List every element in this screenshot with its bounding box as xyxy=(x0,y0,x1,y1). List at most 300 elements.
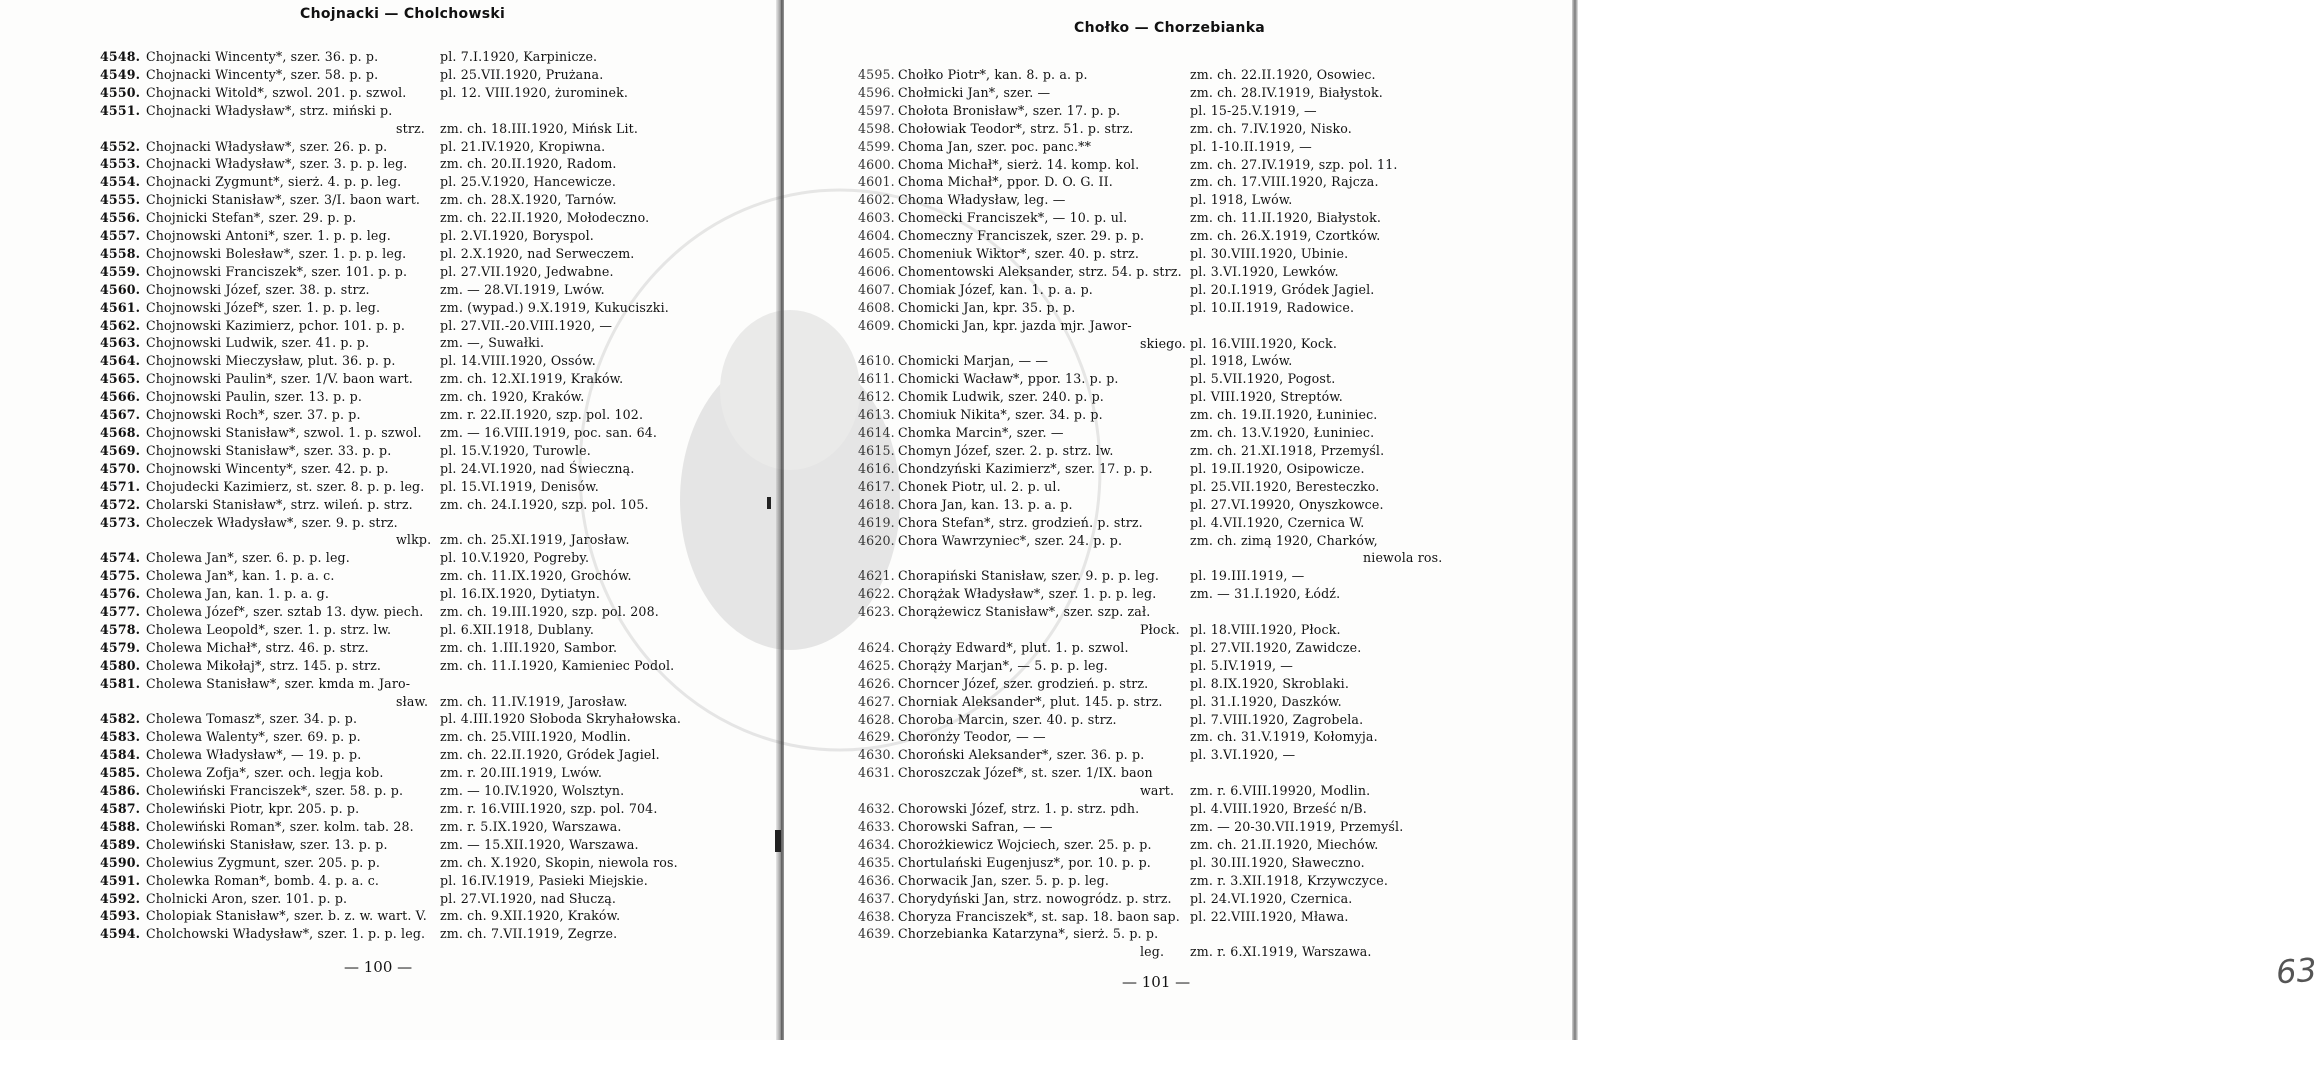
entry-fate: pl. 31.I.1920, Daszków. xyxy=(1190,693,1342,709)
entry-number: 4633. xyxy=(858,819,895,834)
entry-number: 4554. xyxy=(100,174,141,190)
entry-name: Chorzebianka Katarzyna*, sierż. 5. p. p. xyxy=(898,926,1159,942)
entry-number: 4631. xyxy=(858,765,895,781)
entry-fate: zm. — 15.XII.1920, Warszawa. xyxy=(440,836,639,852)
entry-fate: pl. 4.VII.1920, Czernica W. xyxy=(1190,514,1365,530)
entry-number: 4573. xyxy=(100,514,141,530)
entry-name: Choma Jan, szer. poc. panc.** xyxy=(898,138,1092,154)
entry-name: Chojnacki Władysław*, strz. miński p. xyxy=(146,102,393,118)
list-item xyxy=(858,227,1381,245)
entry-number: 4558. xyxy=(100,245,141,261)
entry-number: 4592. xyxy=(100,890,141,906)
list-item xyxy=(858,908,1349,926)
entry-number: 4562. xyxy=(100,317,141,333)
list-item xyxy=(100,138,606,156)
entry-name: Chojnowski Roch*, szer. 37. p. p. xyxy=(146,407,361,423)
list-item xyxy=(100,746,660,764)
entry-name: Choma Michał*, sierż. 14. komp. kol. xyxy=(898,156,1140,172)
list-item xyxy=(858,191,1293,209)
list-item xyxy=(858,764,1371,800)
entry-number: 4578. xyxy=(100,621,141,637)
list-item xyxy=(100,245,635,263)
entry-number: 4580. xyxy=(100,657,141,673)
entry-fate: pl. 24.VI.1920, nad Świeczną. xyxy=(440,460,635,476)
entry-name: Chora Wawrzyniec*, szer. 24. p. p. xyxy=(898,532,1123,548)
list-item xyxy=(100,907,621,925)
entry-fate: zm. — 28.VI.1919, Lwów. xyxy=(440,281,605,297)
entry-number: 4557. xyxy=(100,228,141,244)
list-item xyxy=(100,585,600,603)
entry-name: Chojnowski Bolesław*, szer. 1. p. p. leg. xyxy=(146,245,407,261)
entry-fate: pl. 14.VIII.1920, Ossów. xyxy=(440,353,596,369)
entry-number: 4579. xyxy=(100,639,141,655)
list-item xyxy=(858,854,1365,872)
list-item xyxy=(858,120,1352,138)
entry-name: Chojnacki Wincenty*, szer. 36. p. p. xyxy=(146,49,379,64)
entry-number: 4594. xyxy=(100,926,141,942)
entry-fate-continuation: niewola ros. xyxy=(1363,550,1443,566)
entry-fate: zm. ch. 11.IV.1919, Jarosław. xyxy=(440,693,628,709)
entry-continuation: Płock. xyxy=(1140,622,1180,638)
list-item xyxy=(100,728,631,746)
entry-number: 4606. xyxy=(858,263,895,279)
entry-name: Cholewa Walenty*, szer. 69. p. p. xyxy=(146,729,361,745)
list-item xyxy=(858,102,1317,120)
list-item xyxy=(100,370,624,388)
list-item xyxy=(100,800,658,818)
entry-number: 4590. xyxy=(100,854,141,870)
entry-number: 4617. xyxy=(858,478,895,494)
entry-fate: zm. ch. 9.XII.1920, Kraków. xyxy=(440,908,621,924)
entry-name: Chorowski Safran, — — xyxy=(898,819,1053,834)
entry-fate: zm. ch. 18.III.1920, Mińsk Lit. xyxy=(440,120,639,136)
entry-number: 4601. xyxy=(858,174,895,190)
entry-number: 4639. xyxy=(858,926,895,942)
entry-number: 4615. xyxy=(858,443,895,459)
entry-name: Chojnowski Józef*, szer. 1. p. p. leg. xyxy=(146,299,381,315)
entry-number: 4603. xyxy=(858,210,895,226)
entry-number: 4581. xyxy=(100,675,141,691)
entry-fate: zm. ch. 13.V.1920, Łuniniec. xyxy=(1190,425,1375,441)
entry-number: 4623. xyxy=(858,604,895,620)
list-item xyxy=(100,102,639,138)
entry-fate: zm. ch. 1.III.1920, Sambor. xyxy=(440,639,618,655)
list-item xyxy=(100,872,648,890)
entry-fate: zm. ch. 11.I.1920, Kamieniec Podol. xyxy=(440,657,675,673)
entry-name: Chorapiński Stanisław, szer. 9. p. p. leg. xyxy=(898,568,1160,584)
entry-number: 4587. xyxy=(100,801,141,817)
list-item xyxy=(100,621,595,639)
entry-number: 4586. xyxy=(100,783,141,799)
entry-fate: pl. 21.IV.1920, Kropiwna. xyxy=(440,138,606,154)
list-item xyxy=(100,514,630,550)
list-item xyxy=(858,603,1341,639)
entry-number: 4630. xyxy=(858,747,895,763)
entry-name: Chojnowski Franciszek*, szer. 101. p. p. xyxy=(146,263,408,279)
entry-name: Cholewius Zygmunt, szer. 205. p. p. xyxy=(146,854,380,870)
list-item xyxy=(858,818,1404,836)
entry-number: 4597. xyxy=(858,102,895,118)
list-item xyxy=(858,514,1365,532)
entry-name: Chojnowski Paulin*, szer. 1/V. baon wart. xyxy=(146,371,413,387)
entry-name: Chojnicki Stanisław*, szer. 3/I. baon wart. xyxy=(146,192,421,208)
list-item xyxy=(100,460,635,478)
entry-name: Chołmicki Jan*, szer. — xyxy=(898,84,1051,100)
entry-number: 4618. xyxy=(858,496,895,512)
entry-fate: zm. ch. 22.II.1920, Osowiec. xyxy=(1190,67,1376,82)
list-item xyxy=(858,639,1362,657)
entry-number: 4551. xyxy=(100,102,141,118)
entry-name: Choleczek Władysław*, szer. 9. p. strz. xyxy=(146,514,398,530)
entry-fate: pl. 4.VIII.1920, Brześć n/B. xyxy=(1190,801,1367,817)
entry-name: Cholchowski Władysław*, szer. 1. p. p. leg. xyxy=(146,926,426,942)
entry-name: Chołota Bronisław*, szer. 17. p. p. xyxy=(898,102,1121,118)
entry-fate: pl. 6.XII.1918, Dublany. xyxy=(440,621,595,637)
entry-name: Cholewiński Piotr, kpr. 205. p. p. xyxy=(146,801,360,817)
entry-fate: zm. ch. 27.IV.1919, szp. pol. 11. xyxy=(1190,156,1398,172)
list-item xyxy=(858,209,1382,227)
entry-number: 4600. xyxy=(858,156,895,172)
entry-fate: pl. 27.VII.1920, Jedwabne. xyxy=(440,263,614,279)
left-running-head: Chojnacki — Cholchowski xyxy=(300,6,506,22)
entry-continuation: sław. xyxy=(396,693,429,709)
entry-number: 4629. xyxy=(858,729,895,745)
list-item xyxy=(858,263,1339,281)
entry-continuation: wart. xyxy=(1140,783,1175,799)
entry-fate: zm. ch. 21.XI.1918, Przemyśl. xyxy=(1190,443,1385,459)
entry-name: Chojnacki Witold*, szwol. 201. p. szwol. xyxy=(146,84,407,100)
entry-name: Chomentowski Aleksander, strz. 54. p. strz. xyxy=(898,263,1182,279)
entry-name: Chorowski Józef, strz. 1. p. strz. pdh. xyxy=(898,801,1140,817)
entry-name: Chojnacki Zygmunt*, sierż. 4. p. p. leg. xyxy=(146,174,402,190)
entry-name: Chojnacki Władysław*, szer. 3. p. p. leg. xyxy=(146,156,408,172)
entry-fate: pl. VIII.1920, Streptów. xyxy=(1190,389,1343,405)
entry-name: Chora Stefan*, strz. grodzień. p. strz. xyxy=(898,514,1143,530)
list-item xyxy=(858,156,1398,174)
entry-fate: zm. ch. 25.VIII.1920, Modlin. xyxy=(440,729,631,745)
list-item xyxy=(100,549,590,567)
entry-number: 4577. xyxy=(100,604,141,620)
entry-number: 4605. xyxy=(858,246,895,262)
entry-fate: zm. — 31.I.1920, Łódź. xyxy=(1190,586,1341,602)
entry-name: Chorąży Edward*, plut. 1. p. szwol. xyxy=(898,639,1129,655)
right-entry-list xyxy=(858,66,1443,961)
left-page-number: — 100 — xyxy=(344,958,413,976)
entry-number: 4637. xyxy=(858,890,895,906)
list-item xyxy=(858,281,1375,299)
list-item xyxy=(100,567,632,585)
entry-fate: zm. ch. 19.III.1920, szp. pol. 208. xyxy=(440,604,659,620)
handwritten-annotation: 63 xyxy=(2274,950,2318,992)
list-item xyxy=(100,764,603,782)
list-item xyxy=(858,66,1376,84)
list-item xyxy=(858,245,1349,263)
entry-number: 4604. xyxy=(858,228,895,244)
list-item xyxy=(858,460,1365,478)
entry-fate: zm. — 20-30.VII.1919, Przemyśl. xyxy=(1190,819,1404,834)
entry-fate: pl. 27.VI.1920, nad Słuczą. xyxy=(440,890,617,906)
list-item xyxy=(100,352,596,370)
entry-name: Chojnowski Paulin, szer. 13. p. p. xyxy=(146,389,362,405)
list-item xyxy=(100,639,618,657)
entry-fate: pl. 15.V.1920, Turowle. xyxy=(440,442,591,458)
entry-number: 4589. xyxy=(100,836,141,852)
entry-number: 4621. xyxy=(858,568,895,584)
list-item xyxy=(100,209,650,227)
entry-name: Chojnowski Ludwik, szer. 41. p. p. xyxy=(146,335,370,351)
scan-mark xyxy=(775,830,781,852)
entry-name: Chorąży Marjan*, — 5. p. p. leg. xyxy=(898,657,1108,673)
list-item xyxy=(100,496,649,514)
entry-number: 4616. xyxy=(858,460,895,476)
entry-number: 4613. xyxy=(858,407,895,423)
list-item xyxy=(100,263,614,281)
entry-name: Chorydyński Jan, strz. nowogródz. p. strz. xyxy=(898,890,1172,906)
entry-name: Chomyn Józef, szer. 2. p. strz. lw. xyxy=(898,443,1114,459)
entry-fate: pl. 1918, Lwów. xyxy=(1190,353,1293,369)
entry-fate: pl. 1-10.II.1919, — xyxy=(1190,138,1312,154)
entry-fate: pl. 16.IV.1919, Pasieki Miejskie. xyxy=(440,872,648,888)
entry-fate: pl. 25.VII.1920, Beresteczko. xyxy=(1190,478,1380,494)
entry-number: 4563. xyxy=(100,335,141,351)
list-item xyxy=(858,370,1336,388)
entry-name: Chondzyński Kazimierz*, szer. 17. p. p. xyxy=(898,460,1153,476)
entry-name: Chomka Marcin*, szer. — xyxy=(898,425,1064,441)
entry-fate: zm. ch. zimą 1920, Charków, xyxy=(1190,532,1378,548)
entry-fate: pl. 2.VI.1920, Boryspol. xyxy=(440,228,594,244)
entry-fate: pl. 12. VIII.1920, żurominek. xyxy=(440,84,629,100)
list-item xyxy=(100,406,644,424)
list-item xyxy=(100,854,678,872)
list-item xyxy=(100,657,675,675)
entry-name: Chojnowski Antoni*, szer. 1. p. p. leg. xyxy=(146,228,391,244)
entry-name: Chomicki Jan, kpr. jazda mjr. Jawor- xyxy=(898,317,1132,333)
entry-name: Chomeniuk Wiktor*, szer. 40. p. strz. xyxy=(898,246,1139,262)
entry-name: Chorwacik Jan, szer. 5. p. p. leg. xyxy=(898,872,1110,888)
list-item xyxy=(100,334,545,352)
list-item xyxy=(100,191,617,209)
entry-fate: zm. ch. 22.II.1920, Mołodeczno. xyxy=(440,210,650,226)
entry-fate: zm. ch. 7.IV.1920, Nisko. xyxy=(1190,120,1352,136)
list-item xyxy=(858,424,1375,442)
list-item xyxy=(100,84,629,102)
entry-fate: zm. r. 5.IX.1920, Warszawa. xyxy=(440,818,622,834)
list-item xyxy=(858,728,1378,746)
entry-fate: pl. 25.VII.1920, Prużana. xyxy=(440,66,604,82)
entry-name: Cholarski Stanisław*, strz. wileń. p. strz. xyxy=(146,496,413,512)
entry-fate: zm. — 16.VIII.1919, poc. san. 64. xyxy=(440,425,658,441)
list-item xyxy=(100,710,682,728)
entry-fate: zm. r. 3.XII.1918, Krzywczyce. xyxy=(1190,872,1388,888)
entry-fate: zm. r. 16.VIII.1920, szp. pol. 704. xyxy=(440,801,658,817)
entry-number: 4588. xyxy=(100,818,141,834)
entry-number: 4556. xyxy=(100,210,141,226)
entry-number: 4636. xyxy=(858,872,895,888)
entry-fate: pl. 3.VI.1920, Lewków. xyxy=(1190,263,1339,279)
entry-fate: pl. 16.VIII.1920, Kock. xyxy=(1190,335,1337,351)
entry-fate: zm. ch. 11.II.1920, Białystok. xyxy=(1190,210,1382,226)
list-item xyxy=(858,675,1349,693)
list-item xyxy=(858,711,1364,729)
entry-number: 4576. xyxy=(100,586,141,602)
entry-fate: pl. 15.VI.1919, Denisów. xyxy=(440,478,599,494)
entry-number: 4593. xyxy=(100,908,141,924)
entry-fate: pl. 25.V.1920, Hancewicze. xyxy=(440,174,617,190)
entry-number: 4565. xyxy=(100,371,141,387)
entry-name: Chojnacki Władysław*, szer. 26. p. p. xyxy=(146,138,388,154)
entry-name: Chojnicki Stefan*, szer. 29. p. p. xyxy=(146,210,357,226)
entry-number: 4553. xyxy=(100,156,141,172)
entry-number: 4564. xyxy=(100,353,141,369)
scan-mark xyxy=(767,497,771,509)
entry-fate: pl. 3.VI.1920, — xyxy=(1190,747,1296,763)
entry-number: 4595. xyxy=(858,67,895,82)
entry-fate: pl. 1918, Lwów. xyxy=(1190,192,1293,208)
entry-fate: pl. 19.III.1919, — xyxy=(1190,568,1305,584)
entry-number: 4602. xyxy=(858,192,895,208)
entry-fate: zm. ch. 22.II.1920, Gródek Jagiel. xyxy=(440,747,660,763)
entry-fate: pl. 18.VIII.1920, Płock. xyxy=(1190,622,1341,638)
entry-name: Chomicki Marjan, — — xyxy=(898,353,1049,369)
entry-name: Chorniak Aleksander*, plut. 145. p. strz. xyxy=(898,693,1163,709)
entry-name: Chojnowski Wincenty*, szer. 42. p. p. xyxy=(146,460,389,476)
list-item xyxy=(858,872,1388,890)
entry-number: 4638. xyxy=(858,908,895,924)
entry-number: 4607. xyxy=(858,281,895,297)
list-item xyxy=(858,478,1380,496)
entry-number: 4628. xyxy=(858,711,895,727)
list-item xyxy=(858,138,1312,156)
entry-fate: zm. ch. 7.VII.1919, Zegrze. xyxy=(440,926,618,942)
list-item xyxy=(100,48,598,66)
entry-fate: pl. 15-25.V.1919, — xyxy=(1190,102,1317,118)
entry-fate: zm. ch. 25.XI.1919, Jarosław. xyxy=(440,532,630,548)
entry-name: Chomiuk Nikita*, szer. 34. p. p. xyxy=(898,407,1103,423)
left-entry-list xyxy=(100,48,682,943)
entry-fate: pl. 10.II.1919, Radowice. xyxy=(1190,299,1355,315)
entry-name: Chomik Ludwik, szer. 240. p. p. xyxy=(898,389,1104,405)
entry-fate: zm. ch. 28.X.1920, Tarnów. xyxy=(440,192,617,208)
entry-number: 4548. xyxy=(100,49,141,64)
list-item xyxy=(858,693,1342,711)
entry-number: 4572. xyxy=(100,496,141,512)
entry-fate: zm. ch. 26.X.1919, Czortków. xyxy=(1190,228,1381,244)
entry-fate: zm. ch. 20.II.1920, Radom. xyxy=(440,156,617,172)
entry-fate: zm. ch. 17.VIII.1920, Rajcza. xyxy=(1190,174,1379,190)
entry-name: Choma Władysław, leg. — xyxy=(898,192,1066,208)
entry-name: Chorncer Józef, szer. grodzień. p. strz. xyxy=(898,675,1149,691)
entry-number: 4584. xyxy=(100,747,141,763)
list-item xyxy=(100,388,585,406)
entry-fate: zm. ch. 28.IV.1919, Białystok. xyxy=(1190,84,1383,100)
list-item xyxy=(100,424,658,442)
entry-name: Chojnowski Stanisław*, szer. 33. p. p. xyxy=(146,442,392,458)
entry-fate: pl. 19.II.1920, Osipowicze. xyxy=(1190,460,1365,476)
entry-number: 4627. xyxy=(858,693,895,709)
entry-number: 4608. xyxy=(858,299,895,315)
entry-name: Chojnowski Kazimierz, pchor. 101. p. p. xyxy=(146,317,405,333)
entry-number: 4611. xyxy=(858,371,895,387)
entry-number: 4569. xyxy=(100,442,141,458)
entry-continuation: wlkp. xyxy=(396,532,432,548)
entry-number: 4622. xyxy=(858,586,895,602)
list-item xyxy=(100,173,617,191)
entry-name: Chomicki Jan, kpr. 35. p. p. xyxy=(898,299,1076,315)
entry-fate: pl. 16.IX.1920, Dytiatyn. xyxy=(440,586,600,602)
entry-name: Cholewiński Franciszek*, szer. 58. p. p. xyxy=(146,783,404,799)
list-item xyxy=(858,317,1337,353)
entry-name: Cholopiak Stanisław*, szer. b. z. w. wart. V. xyxy=(146,908,427,924)
entry-fate: zm. ch. 31.V.1919, Kołomyja. xyxy=(1190,729,1378,745)
entry-fate: pl. 27.VII.1920, Zawidcze. xyxy=(1190,639,1362,655)
entry-fate: pl. 24.VI.1920, Czernica. xyxy=(1190,890,1353,906)
entry-name: Choronży Teodor, — — xyxy=(898,729,1046,745)
entry-number: 4619. xyxy=(858,514,895,530)
entry-name: Chojnowski Józef, szer. 38. p. strz. xyxy=(146,281,370,297)
list-item xyxy=(858,388,1343,406)
list-item xyxy=(100,925,618,943)
entry-fate: zm. r. 6.VIII.19920, Modlin. xyxy=(1190,783,1371,799)
list-item xyxy=(858,299,1355,317)
list-item xyxy=(100,836,639,854)
entry-name: Chojudecki Kazimierz, st. szer. 8. p. p. leg. xyxy=(146,478,425,494)
page-edge xyxy=(1572,0,1578,1040)
entry-name: Chora Jan, kan. 13. p. a. p. xyxy=(898,496,1073,512)
entry-name: Chołko Piotr*, kan. 8. p. a. p. xyxy=(898,67,1088,82)
entry-name: Cholewiński Roman*, szer. kolm. tab. 28. xyxy=(146,818,414,834)
entry-number: 4585. xyxy=(100,765,141,781)
list-item xyxy=(858,532,1443,568)
right-page-number: — 101 — xyxy=(1122,973,1191,991)
entry-name: Cholewa Jan*, szer. 6. p. p. leg. xyxy=(146,550,350,566)
entry-number: 4583. xyxy=(100,729,141,745)
list-item xyxy=(100,603,659,621)
entry-name: Chojnowski Stanisław*, szwol. 1. p. szwol. xyxy=(146,425,422,441)
right-running-head: Chołko — Chorzebianka xyxy=(1074,20,1266,36)
entry-number: 4561. xyxy=(100,299,141,315)
entry-name: Chonek Piotr, ul. 2. p. ul. xyxy=(898,478,1061,494)
entry-fate: pl. 8.IX.1920, Skroblaki. xyxy=(1190,675,1349,691)
entry-name: Cholewa Mikołaj*, strz. 145. p. strz. xyxy=(146,657,382,673)
entry-name: Cholewa Stanisław*, szer. kmda m. Jaro- xyxy=(146,675,411,691)
list-item xyxy=(858,657,1294,675)
entry-number: 4610. xyxy=(858,353,895,369)
list-item xyxy=(100,478,599,496)
list-item xyxy=(858,84,1383,102)
entry-fate: zm. r. 20.III.1919, Lwów. xyxy=(440,765,603,781)
entry-fate: pl. 20.I.1919, Gródek Jagiel. xyxy=(1190,281,1375,297)
entry-fate: pl. 2.X.1920, nad Serweczem. xyxy=(440,245,635,261)
entry-number: 4599. xyxy=(858,138,895,154)
entry-fate: zm. ch. 12.XI.1919, Kraków. xyxy=(440,371,624,387)
list-item xyxy=(858,836,1379,854)
entry-fate: zm. ch. 24.I.1920, szp. pol. 105. xyxy=(440,496,649,512)
list-item xyxy=(858,567,1305,585)
entry-fate: pl. 22.VIII.1920, Mława. xyxy=(1190,908,1349,924)
entry-number: 4635. xyxy=(858,854,895,870)
entry-name: Choryza Franciszek*, st. sap. 18. baon sap. xyxy=(898,908,1180,924)
entry-number: 4566. xyxy=(100,389,141,405)
entry-name: Choroński Aleksander*, szer. 36. p. p. xyxy=(898,747,1145,763)
entry-name: Chomicki Wacław*, ppor. 13. p. p. xyxy=(898,371,1119,387)
entry-name: Choroszczak Józef*, st. szer. 1/IX. baon xyxy=(898,765,1153,781)
list-item xyxy=(100,782,625,800)
list-item xyxy=(858,352,1293,370)
entry-number: 4574. xyxy=(100,550,141,566)
entry-name: Cholewa Władysław*, — 19. p. p. xyxy=(146,747,362,763)
list-item xyxy=(100,281,605,299)
entry-number: 4550. xyxy=(100,84,141,100)
